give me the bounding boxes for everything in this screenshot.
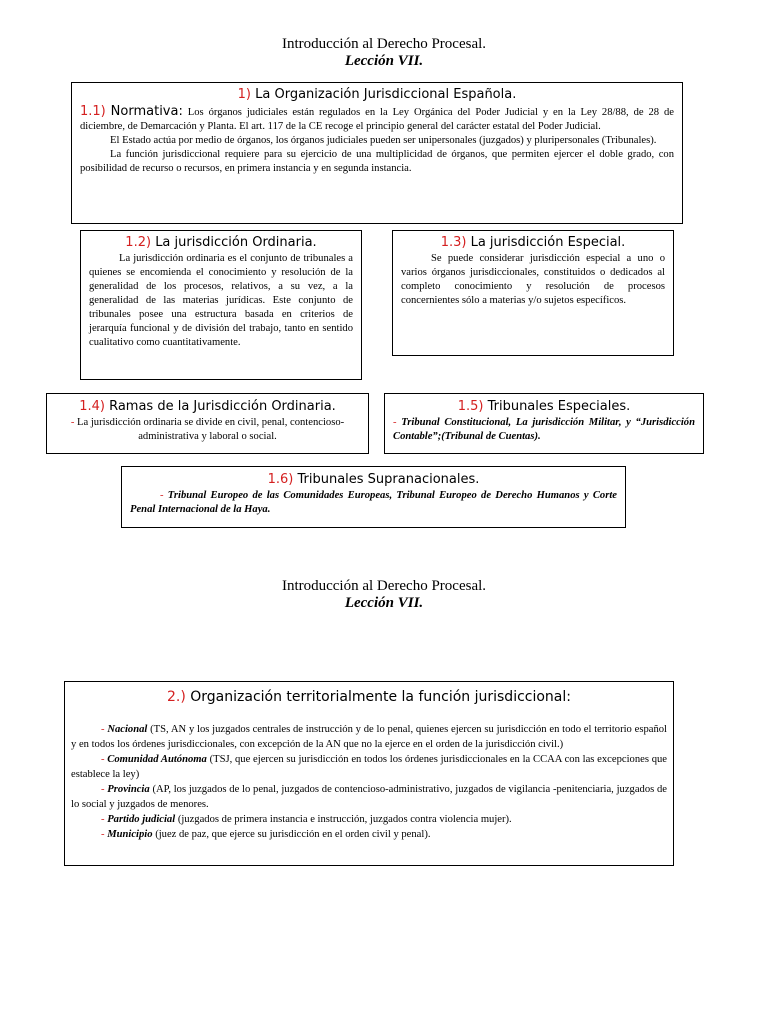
page2-subtitle: Lección VII. — [344, 595, 424, 611]
section-1-1-label: Normativa: — [110, 104, 183, 119]
list-item-text: (TS, AN y los juzgados centrales de instrucción y de lo penal, quienes ejercen su jurisdicción en todo el territorio español y en todos los órdenes jurisdiccionales, con excepción de la AN que no la ejerce en el orden de la jurisdicción civil.) — [71, 724, 667, 750]
section-1-4-number: 1.4) — [79, 399, 105, 414]
section-1-1-paragraph-2: El Estado actúa por medio de órganos, los órganos judiciales pueden ser unipersonales (juzgados) y pluripersonales (Tribunales). — [110, 135, 657, 146]
section-1-4-text: La jurisdicción ordinaria se divide en civil, penal, contencioso-administrativa y laboral o social. — [77, 417, 345, 442]
list-item — [71, 752, 667, 782]
page1-subtitle: Lección VII. — [344, 53, 424, 69]
section-1-5-title: Tribunales Especiales. — [487, 399, 631, 414]
section-2-number: 2.) — [166, 689, 186, 705]
section-1-5-text: Tribunal Constitucional, La jurisdicción Militar, y “Jurisdicción Contable”;(Tribunal de Cuentas). — [393, 417, 695, 442]
section-1-3-heading — [401, 235, 665, 251]
section-1-3-number: 1.3) — [440, 235, 467, 250]
list-item-text: (TSJ, que ejercen su jurisdicción en todos los órdenes jurisdiccionales en la CCAA con las excepciones que establece la ley) — [71, 754, 667, 780]
list-item-dash: - — [101, 784, 105, 795]
list-item-dash: - — [101, 829, 105, 840]
section-1-title: La Organización Jurisdiccional Española. — [255, 87, 517, 102]
section-1-2-text: La jurisdicción ordinaria es el conjunto de tribunales a quienes se encomienda el conocimiento y resolución de la generalidad de los procesos, relativos, a su vez, a la generalidad de las materias jurídicas. Este conjunto de tribunales posee una estructura basada en criterios de jerarquía funcional y de división del trabajo, tanto en sentido cualitativo como cuantitativamente. — [89, 253, 353, 348]
section-1-6-heading — [130, 472, 617, 488]
section-2-list — [71, 722, 667, 842]
section-1-5-heading — [393, 399, 695, 415]
section-1-4-title: Ramas de la Jurisdicción Ordinaria. — [109, 399, 336, 414]
section-1-box — [71, 82, 683, 224]
section-1-heading — [80, 87, 674, 103]
list-item-dash: - — [101, 814, 105, 825]
section-1-3-box — [392, 230, 674, 356]
section-1-5-text-block — [393, 416, 695, 444]
list-item-text: (juzgados de primera instancia e instrucción, juzgados contra violencia mujer). — [177, 814, 512, 825]
section-1-2-heading — [89, 235, 353, 251]
section-1-5-dash: - — [393, 417, 397, 428]
section-1-6-text-block — [130, 489, 617, 517]
list-item-term: Nacional — [107, 724, 148, 735]
section-2-box — [64, 681, 674, 866]
list-item-text: (juez de paz, que ejerce su jurisdicción en el orden civil y penal). — [155, 829, 431, 840]
list-item-term: Municipio — [107, 829, 153, 840]
list-item-term: Partido judicial — [107, 814, 176, 825]
list-item — [71, 782, 667, 812]
list-item-dash: - — [101, 724, 105, 735]
section-1-2-box — [80, 230, 362, 380]
list-item-term: Provincia — [107, 784, 150, 795]
page1-title: Introducción al Derecho Procesal. — [281, 36, 487, 52]
list-item-term: Comunidad Autónoma — [107, 754, 207, 765]
section-1-6-text: Tribunal Europeo de las Comunidades Europeas, Tribunal Europeo de Derecho Humanos y Corte Penal Internacional de la Haya. — [130, 490, 617, 515]
section-2-title: Organización territorialmente la función jurisdiccional: — [190, 689, 571, 705]
section-1-4-text-block — [53, 416, 362, 444]
section-1-6-dash: - — [160, 490, 164, 501]
page2-title: Introducción al Derecho Procesal. — [281, 578, 487, 594]
section-1-5-number: 1.5) — [457, 399, 484, 414]
section-2-heading — [71, 688, 667, 706]
section-1-6-box — [121, 466, 626, 528]
section-1-2-title: La jurisdicción Ordinaria. — [155, 235, 317, 250]
list-item — [71, 812, 667, 827]
section-1-6-number: 1.6) — [267, 472, 294, 487]
section-1-6-title: Tribunales Supranacionales. — [297, 472, 480, 487]
section-1-1-paragraph-1: Los órganos judiciales están regulados en la Ley Orgánica del Poder Judicial y en la Ley 28/88, de 28 de diciembre, de Demarcación y Planta. El art. 117 de la CE recoge el principio general del carácter estatal del Poder Judicial. — [80, 107, 674, 132]
section-1-1-paragraph-3: La función jurisdiccional requiere para su ejercicio de una multiplicidad de órganos, que permiten ejercer el doble grado, con posibilidad de recurso o recursos, en primera instancia y en segunda instancia. — [80, 149, 674, 174]
section-1-5-box — [384, 393, 704, 454]
section-1-3-title: La jurisdicción Especial. — [470, 235, 626, 250]
section-1-body — [80, 104, 674, 176]
section-1-3-text: Se puede considerar jurisdicción especial a uno o varios órganos jurisdiccionales, constituidos o dedicados al completo conocimiento y resolución de procesos concernientes sólo a materias y/o sujetos específicos. — [401, 253, 665, 306]
section-1-1-number: 1.1) — [80, 104, 106, 119]
list-item-text: (AP, los juzgados de lo penal, juzgados de contencioso-administrativo, juzgados de vigilancia -penitenciaria, juzgados de lo social y juzgados de menores. — [71, 784, 668, 810]
section-1-number: 1) — [237, 87, 251, 102]
list-item — [71, 722, 667, 752]
list-item — [71, 827, 667, 842]
section-1-4-dash: - — [70, 417, 75, 428]
list-item-dash: - — [101, 754, 105, 765]
section-1-4-heading — [53, 399, 362, 415]
section-1-2-number: 1.2) — [125, 235, 152, 250]
section-1-4-box — [46, 393, 369, 454]
